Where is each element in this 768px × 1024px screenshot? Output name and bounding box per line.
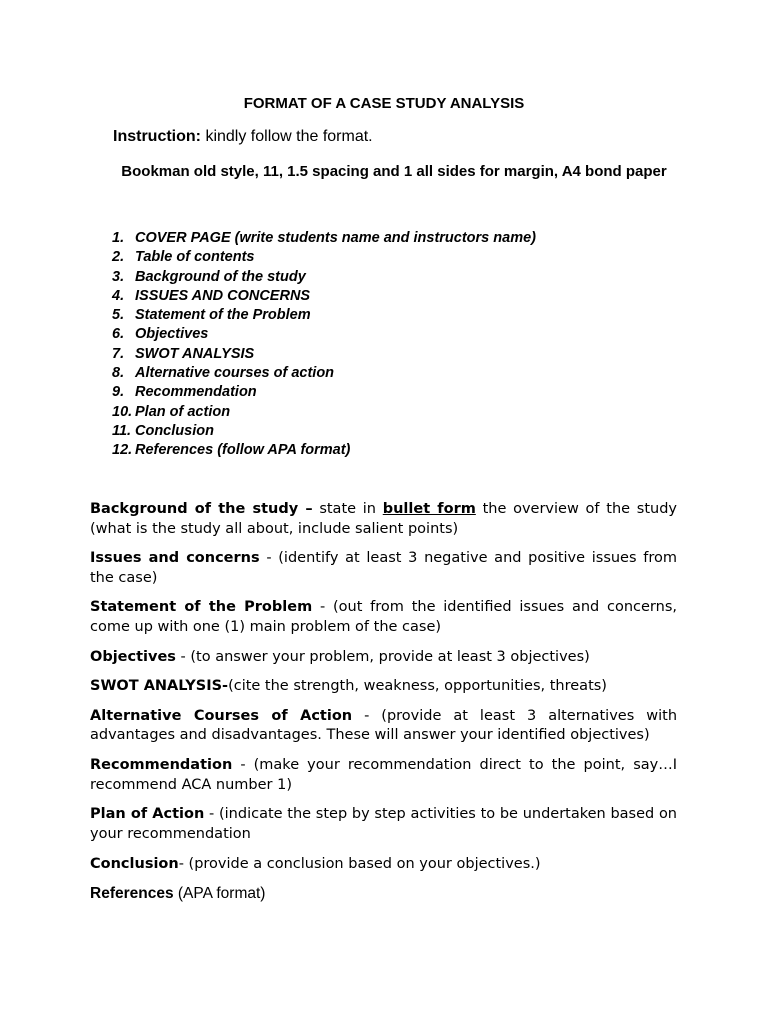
list-item [112,306,536,325]
section-text: (APA format) [173,885,266,903]
list-number: 5. [112,307,125,324]
list-number: 4. [112,287,125,304]
plan-paragraph [90,805,677,844]
list-text: Recommendation [135,384,257,401]
list-number: 3. [112,268,125,285]
instruction-text: kindly follow the format. [201,128,373,145]
section-label: Plan of Action [90,806,205,823]
list-text: ISSUES AND CONCERNS [135,287,311,304]
section-label: References [90,885,174,903]
section-text: - (to answer your problem, provide at least 3 objectives) [175,648,590,665]
section-text: - (indicate the step by step activities to be undertaken based on your recommendation [90,806,678,842]
section-label: Recommendation [90,757,233,774]
section-text: - (out from the identified issues and concerns, come up with one (1) main problem of the case) [90,599,677,635]
swot-paragraph [90,677,677,697]
list-item [112,268,536,287]
list-number: 10. [112,403,133,420]
section-label: Objectives [90,648,176,665]
format-requirements: Bookman old style, 11, 1.5 spacing and 1 all sides for margin, A4 bond paper [121,163,667,180]
list-text: Plan of action [135,403,231,420]
alternatives-paragraph [90,707,677,746]
instruction-label: Instruction: [113,128,201,145]
list-item [112,229,536,248]
section-text: (cite the strength, weakness, opportunities, threats) [228,678,607,695]
recommendation-paragraph [90,756,677,795]
list-text: Objectives [135,326,209,343]
section-text: the overview of the study (what is the study all about, include salient points) [90,501,677,537]
references-paragraph [90,884,677,904]
list-text: COVER PAGE (write students name and instructors name) [135,230,536,246]
issues-paragraph [90,549,677,588]
list-item [112,325,536,344]
section-text: - (make your recommendation direct to the point, say…I recommend ACA number 1) [90,757,677,793]
conclusion-paragraph [90,855,677,875]
list-text: SWOT ANALYSIS [135,345,255,362]
list-number: 8. [112,365,125,382]
section-text: state in [312,501,383,517]
list-text: Conclusion [135,422,214,439]
list-number: 11. [112,422,132,439]
section-label: Alternative Courses of Action [90,707,353,724]
list-item [112,248,536,267]
list-item [112,345,536,364]
section-label: Issues and concerns [90,550,260,567]
instruction-line [113,128,373,146]
list-item [112,383,536,402]
list-number: 6. [112,326,125,343]
section-text: - (provide at least 3 alternatives with advantages and disadvantages. These will answer your identified objectives) [90,707,678,744]
list-text: Background of the study [135,268,306,285]
list-text: Table of contents [135,249,255,266]
objectives-paragraph [90,648,677,668]
list-number: 12. [112,442,133,459]
section-label: Statement of the Problem [90,599,313,616]
background-paragraph [90,500,677,539]
list-item [112,287,536,306]
section-descriptions [90,500,677,914]
section-text: - (provide a conclusion based on your objectives.) [178,855,541,872]
list-text: Statement of the Problem [135,307,311,324]
bullet-form-emphasis: bullet form [382,501,476,517]
section-text: - (identify at least 3 negative and positive issues from the case) [90,550,677,586]
list-text: Alternative courses of action [135,365,335,382]
list-number: 2. [112,249,125,266]
list-number: 9. [112,384,125,401]
problem-paragraph [90,598,677,637]
section-label: Background of the study – [90,501,313,517]
list-number: 7. [112,345,125,362]
list-item [112,364,536,383]
list-text: References (follow APA format) [135,442,351,459]
list-item [112,403,536,422]
format-outline-list [112,229,536,461]
list-item [112,441,536,460]
list-item [112,422,536,441]
list-number: 1. [112,230,125,246]
document-title: FORMAT OF A CASE STUDY ANALYSIS [243,95,525,112]
section-label: Conclusion [90,855,179,872]
section-label: SWOT ANALYSIS- [90,678,229,695]
